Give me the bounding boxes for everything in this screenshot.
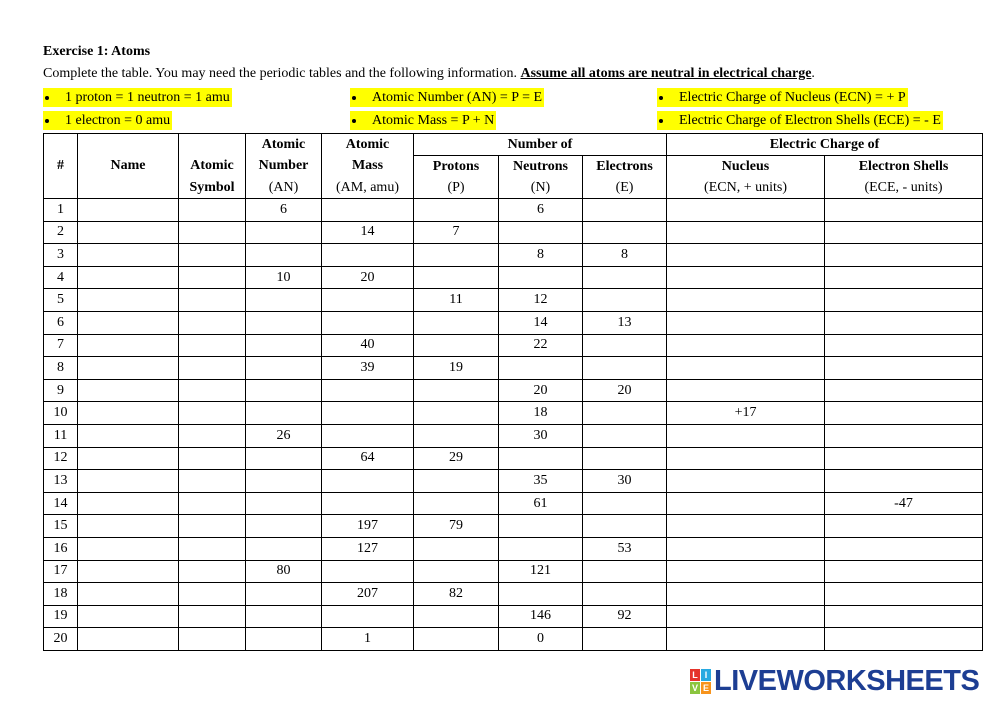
neutrons-cell: 61	[499, 492, 583, 515]
logo-grid-icon	[690, 669, 711, 694]
protons-cell[interactable]	[414, 402, 499, 425]
shells-charge-cell[interactable]	[825, 266, 983, 289]
neutrons-cell: 146	[499, 605, 583, 628]
electrons-cell[interactable]	[583, 199, 667, 222]
name-cell[interactable]	[78, 334, 179, 357]
nucleus-charge-cell[interactable]	[667, 537, 825, 560]
name-cell[interactable]	[78, 266, 179, 289]
row-number: 2	[44, 221, 78, 244]
nucleus-charge-cell[interactable]	[667, 515, 825, 538]
bullet-icon	[352, 119, 356, 123]
table-row	[44, 199, 983, 222]
table-row	[44, 470, 983, 493]
protons-cell[interactable]	[414, 605, 499, 628]
table-row	[44, 289, 983, 312]
row-number: 1	[44, 199, 78, 222]
symbol-cell[interactable]	[179, 560, 246, 583]
shells-charge-cell[interactable]	[825, 357, 983, 380]
nucleus-charge-cell[interactable]	[667, 424, 825, 447]
header-protons-sub: (P)	[414, 177, 499, 199]
protons-cell[interactable]	[414, 537, 499, 560]
atomic-number-cell[interactable]	[246, 583, 322, 606]
logo-letter: E	[702, 682, 709, 693]
electrons-cell[interactable]	[583, 492, 667, 515]
electrons-cell[interactable]	[583, 289, 667, 312]
name-cell[interactable]	[78, 311, 179, 334]
symbol-cell[interactable]	[179, 311, 246, 334]
atomic-number-cell[interactable]	[246, 628, 322, 651]
logo-letter: I	[701, 669, 711, 681]
symbol-cell[interactable]	[179, 628, 246, 651]
logo-letter: V	[691, 682, 698, 693]
electrons-cell: 8	[583, 244, 667, 267]
nucleus-charge-cell[interactable]	[667, 560, 825, 583]
symbol-cell[interactable]	[179, 266, 246, 289]
protons-cell: 82	[414, 583, 499, 606]
nucleus-charge-cell[interactable]	[667, 379, 825, 402]
header-an-2: Number	[246, 156, 322, 178]
nucleus-charge-cell[interactable]	[667, 357, 825, 380]
symbol-cell[interactable]	[179, 515, 246, 538]
name-cell[interactable]	[78, 560, 179, 583]
atomic-number-cell[interactable]	[246, 537, 322, 560]
nucleus-charge-cell[interactable]	[667, 289, 825, 312]
bullet-icon	[45, 119, 49, 123]
atomic-number-cell: 26	[246, 424, 322, 447]
atomic-mass-cell: 1	[322, 628, 414, 651]
header-neutrons: Neutrons	[499, 156, 583, 178]
instruction-emphasis: Assume all atoms are neutral in electrical charge	[520, 66, 812, 81]
neutrons-cell[interactable]	[499, 266, 583, 289]
name-cell[interactable]	[78, 221, 179, 244]
nucleus-charge-cell: +17	[667, 402, 825, 425]
atomic-number-cell[interactable]	[246, 492, 322, 515]
nucleus-charge-cell[interactable]	[667, 221, 825, 244]
neutrons-cell: 8	[499, 244, 583, 267]
atomic-number-cell[interactable]	[246, 470, 322, 493]
electrons-cell[interactable]	[583, 515, 667, 538]
nucleus-charge-cell[interactable]	[667, 605, 825, 628]
atomic-mass-cell[interactable]	[322, 402, 414, 425]
instruction-end: .	[811, 66, 815, 81]
header-am-3: (AM, amu)	[322, 177, 414, 199]
symbol-cell[interactable]	[179, 289, 246, 312]
name-cell[interactable]	[78, 357, 179, 380]
table-row	[44, 560, 983, 583]
shells-charge-cell[interactable]	[825, 311, 983, 334]
electrons-cell[interactable]	[583, 266, 667, 289]
table-row	[44, 266, 983, 289]
header-num	[44, 134, 78, 156]
name-cell[interactable]	[78, 244, 179, 267]
name-cell[interactable]	[78, 628, 179, 651]
table-row	[44, 334, 983, 357]
neutrons-cell: 0	[499, 628, 583, 651]
electrons-cell[interactable]	[583, 357, 667, 380]
electrons-cell[interactable]	[583, 221, 667, 244]
shells-charge-cell[interactable]	[825, 605, 983, 628]
table-row	[44, 402, 983, 425]
info-ece: Electric Charge of Electron Shells (ECE) = - E	[657, 111, 943, 130]
shells-charge-cell[interactable]	[825, 470, 983, 493]
shells-charge-cell[interactable]	[825, 289, 983, 312]
neutrons-cell: 121	[499, 560, 583, 583]
table-row	[44, 311, 983, 334]
shells-charge-cell[interactable]	[825, 379, 983, 402]
atomic-number-cell[interactable]	[246, 289, 322, 312]
atomic-mass-cell[interactable]	[322, 311, 414, 334]
symbol-cell[interactable]	[179, 492, 246, 515]
atomic-number-cell: 10	[246, 266, 322, 289]
neutrons-cell: 20	[499, 379, 583, 402]
atomic-number-cell: 6	[246, 199, 322, 222]
protons-cell[interactable]	[414, 424, 499, 447]
header-neutrons-sub: (N)	[499, 177, 583, 199]
shells-charge-cell: -47	[825, 492, 983, 515]
shells-charge-cell[interactable]	[825, 583, 983, 606]
header-an-1: Atomic	[246, 134, 322, 156]
atomic-mass-cell[interactable]	[322, 199, 414, 222]
nucleus-charge-cell[interactable]	[667, 199, 825, 222]
symbol-cell[interactable]	[179, 244, 246, 267]
header-nucleus: Nucleus	[667, 156, 825, 178]
atomic-number-cell[interactable]	[246, 379, 322, 402]
name-cell[interactable]	[78, 470, 179, 493]
header-shells-sub: (ECE, - units)	[825, 177, 983, 199]
atomic-mass-cell[interactable]	[322, 560, 414, 583]
symbol-cell[interactable]	[179, 199, 246, 222]
name-cell[interactable]	[78, 402, 179, 425]
header-symbol-label-1: Atomic	[179, 156, 246, 178]
neutrons-cell: 6	[499, 199, 583, 222]
shells-charge-cell[interactable]	[825, 199, 983, 222]
atomic-mass-cell: 40	[322, 334, 414, 357]
atomic-mass-cell: 207	[322, 583, 414, 606]
row-number: 13	[44, 470, 78, 493]
header-name-label: Name	[78, 156, 179, 178]
bullet-icon	[352, 96, 356, 100]
bullet-icon	[659, 119, 663, 123]
symbol-cell[interactable]	[179, 583, 246, 606]
protons-cell[interactable]	[414, 379, 499, 402]
table-row	[44, 221, 983, 244]
atomic-mass-cell: 197	[322, 515, 414, 538]
shells-charge-cell[interactable]	[825, 537, 983, 560]
name-cell[interactable]	[78, 583, 179, 606]
row-number: 4	[44, 266, 78, 289]
atomic-mass-cell[interactable]	[322, 605, 414, 628]
electrons-cell[interactable]	[583, 628, 667, 651]
name-cell[interactable]	[78, 289, 179, 312]
neutrons-cell[interactable]	[499, 447, 583, 470]
electrons-cell[interactable]	[583, 402, 667, 425]
header-number-of: Number of	[414, 134, 667, 156]
protons-cell[interactable]	[414, 628, 499, 651]
table-row	[44, 537, 983, 560]
header-num-label: #	[44, 156, 78, 178]
row-number: 19	[44, 605, 78, 628]
name-cell[interactable]	[78, 379, 179, 402]
instruction-text: Complete the table. You may need the periodic tables and the following information.	[43, 66, 521, 81]
protons-cell[interactable]	[414, 311, 499, 334]
name-cell[interactable]	[78, 199, 179, 222]
name-cell[interactable]	[78, 537, 179, 560]
logo-letter: L	[690, 669, 700, 681]
nucleus-charge-cell[interactable]	[667, 583, 825, 606]
shells-charge-cell[interactable]	[825, 628, 983, 651]
neutrons-cell: 18	[499, 402, 583, 425]
row-number: 10	[44, 402, 78, 425]
header-nucleus-sub: (ECN, + units)	[667, 177, 825, 199]
protons-cell[interactable]	[414, 244, 499, 267]
shells-charge-cell[interactable]	[825, 447, 983, 470]
symbol-cell[interactable]	[179, 470, 246, 493]
protons-cell[interactable]	[414, 266, 499, 289]
electrons-cell[interactable]	[583, 334, 667, 357]
table-row	[44, 515, 983, 538]
name-cell[interactable]	[78, 447, 179, 470]
row-number: 20	[44, 628, 78, 651]
protons-cell: 79	[414, 515, 499, 538]
electrons-cell[interactable]	[583, 560, 667, 583]
table-row	[44, 447, 983, 470]
atomic-mass-cell[interactable]	[322, 424, 414, 447]
atomic-number-cell: 80	[246, 560, 322, 583]
table-row	[44, 379, 983, 402]
header-am-1: Atomic	[322, 134, 414, 156]
symbol-cell[interactable]	[179, 334, 246, 357]
atomic-mass-cell[interactable]	[322, 492, 414, 515]
nucleus-charge-cell[interactable]	[667, 334, 825, 357]
shells-charge-cell[interactable]	[825, 244, 983, 267]
neutrons-cell[interactable]	[499, 515, 583, 538]
header-symbol-label-2: Symbol	[179, 177, 246, 199]
header-num-blank	[44, 177, 78, 199]
name-cell[interactable]	[78, 605, 179, 628]
electrons-cell: 30	[583, 470, 667, 493]
row-number: 7	[44, 334, 78, 357]
symbol-cell[interactable]	[179, 537, 246, 560]
atomic-number-cell[interactable]	[246, 605, 322, 628]
row-number: 11	[44, 424, 78, 447]
electrons-cell: 13	[583, 311, 667, 334]
electrons-cell[interactable]	[583, 583, 667, 606]
atomic-number-cell[interactable]	[246, 357, 322, 380]
symbol-cell[interactable]	[179, 424, 246, 447]
atomic-mass-cell[interactable]	[322, 244, 414, 267]
row-number: 3	[44, 244, 78, 267]
nucleus-charge-cell[interactable]	[667, 266, 825, 289]
electrons-cell: 92	[583, 605, 667, 628]
shells-charge-cell[interactable]	[825, 515, 983, 538]
name-cell[interactable]	[78, 515, 179, 538]
bullet-icon	[659, 96, 663, 100]
protons-cell: 11	[414, 289, 499, 312]
row-number: 17	[44, 560, 78, 583]
symbol-cell[interactable]	[179, 402, 246, 425]
protons-cell[interactable]	[414, 560, 499, 583]
header-electrons-sub: (E)	[583, 177, 667, 199]
atoms-table	[43, 133, 983, 651]
neutrons-cell: 12	[499, 289, 583, 312]
protons-cell[interactable]	[414, 199, 499, 222]
symbol-cell[interactable]	[179, 447, 246, 470]
info-atomic-number: Atomic Number (AN) = P = E	[350, 88, 544, 107]
table-row	[44, 583, 983, 606]
logo-text: LIVEWORKSHEETS	[714, 664, 980, 697]
atomic-number-cell[interactable]	[246, 311, 322, 334]
atomic-mass-cell: 64	[322, 447, 414, 470]
nucleus-charge-cell[interactable]	[667, 470, 825, 493]
instructions	[43, 66, 815, 82]
atomic-mass-cell: 127	[322, 537, 414, 560]
symbol-cell[interactable]	[179, 357, 246, 380]
table-row	[44, 424, 983, 447]
row-number: 8	[44, 357, 78, 380]
table-row	[44, 244, 983, 267]
electrons-cell: 20	[583, 379, 667, 402]
header-am-2: Mass	[322, 156, 414, 178]
neutrons-cell: 35	[499, 470, 583, 493]
info-ecn: Electric Charge of Nucleus (ECN) = + P	[657, 88, 908, 107]
header-name-blank	[78, 177, 179, 199]
atomic-number-cell[interactable]	[246, 244, 322, 267]
nucleus-charge-cell[interactable]	[667, 244, 825, 267]
neutrons-cell: 14	[499, 311, 583, 334]
atomic-number-cell[interactable]	[246, 447, 322, 470]
liveworksheets-logo	[690, 666, 979, 696]
info-proton-neutron: 1 proton = 1 neutron = 1 amu	[43, 88, 232, 107]
symbol-cell[interactable]	[179, 379, 246, 402]
neutrons-cell[interactable]	[499, 537, 583, 560]
neutrons-cell[interactable]	[499, 357, 583, 380]
protons-cell: 7	[414, 221, 499, 244]
row-number: 6	[44, 311, 78, 334]
electrons-cell[interactable]	[583, 424, 667, 447]
protons-cell[interactable]	[414, 470, 499, 493]
atomic-number-cell[interactable]	[246, 221, 322, 244]
nucleus-charge-cell[interactable]	[667, 628, 825, 651]
shells-charge-cell[interactable]	[825, 334, 983, 357]
table-row	[44, 492, 983, 515]
atomic-number-cell[interactable]	[246, 402, 322, 425]
info-atomic-mass: Atomic Mass = P + N	[350, 111, 496, 130]
neutrons-cell[interactable]	[499, 583, 583, 606]
atomic-mass-cell[interactable]	[322, 379, 414, 402]
row-number: 15	[44, 515, 78, 538]
shells-charge-cell[interactable]	[825, 221, 983, 244]
header-name	[78, 134, 179, 156]
info-electron: 1 electron = 0 amu	[43, 111, 172, 130]
symbol-cell[interactable]	[179, 605, 246, 628]
header-electrons: Electrons	[583, 156, 667, 178]
atomic-mass-cell: 14	[322, 221, 414, 244]
table-row	[44, 628, 983, 651]
header-symbol-1	[179, 134, 246, 156]
row-number: 18	[44, 583, 78, 606]
electrons-cell: 53	[583, 537, 667, 560]
row-number: 9	[44, 379, 78, 402]
atomic-number-cell[interactable]	[246, 334, 322, 357]
nucleus-charge-cell[interactable]	[667, 311, 825, 334]
protons-cell: 29	[414, 447, 499, 470]
symbol-cell[interactable]	[179, 221, 246, 244]
atomic-mass-cell[interactable]	[322, 470, 414, 493]
table-body	[44, 199, 983, 651]
name-cell[interactable]	[78, 424, 179, 447]
nucleus-charge-cell[interactable]	[667, 492, 825, 515]
row-number: 14	[44, 492, 78, 515]
nucleus-charge-cell[interactable]	[667, 447, 825, 470]
protons-cell: 19	[414, 357, 499, 380]
name-cell[interactable]	[78, 492, 179, 515]
shells-charge-cell[interactable]	[825, 402, 983, 425]
atomic-number-cell[interactable]	[246, 515, 322, 538]
protons-cell[interactable]	[414, 492, 499, 515]
table-row	[44, 357, 983, 380]
header-an-3: (AN)	[246, 177, 322, 199]
exercise-title: Exercise 1: Atoms	[43, 44, 151, 59]
neutrons-cell[interactable]	[499, 221, 583, 244]
row-number: 16	[44, 537, 78, 560]
table-row	[44, 605, 983, 628]
neutrons-cell: 22	[499, 334, 583, 357]
header-protons: Protons	[414, 156, 499, 178]
row-number: 12	[44, 447, 78, 470]
atomic-mass-cell: 39	[322, 357, 414, 380]
protons-cell[interactable]	[414, 334, 499, 357]
atomic-mass-cell: 20	[322, 266, 414, 289]
header-shells: Electron Shells	[825, 156, 983, 178]
atomic-mass-cell[interactable]	[322, 289, 414, 312]
shells-charge-cell[interactable]	[825, 424, 983, 447]
row-number: 5	[44, 289, 78, 312]
header-electric-charge-of: Electric Charge of	[667, 134, 983, 156]
neutrons-cell: 30	[499, 424, 583, 447]
shells-charge-cell[interactable]	[825, 560, 983, 583]
bullet-icon	[45, 96, 49, 100]
electrons-cell[interactable]	[583, 447, 667, 470]
